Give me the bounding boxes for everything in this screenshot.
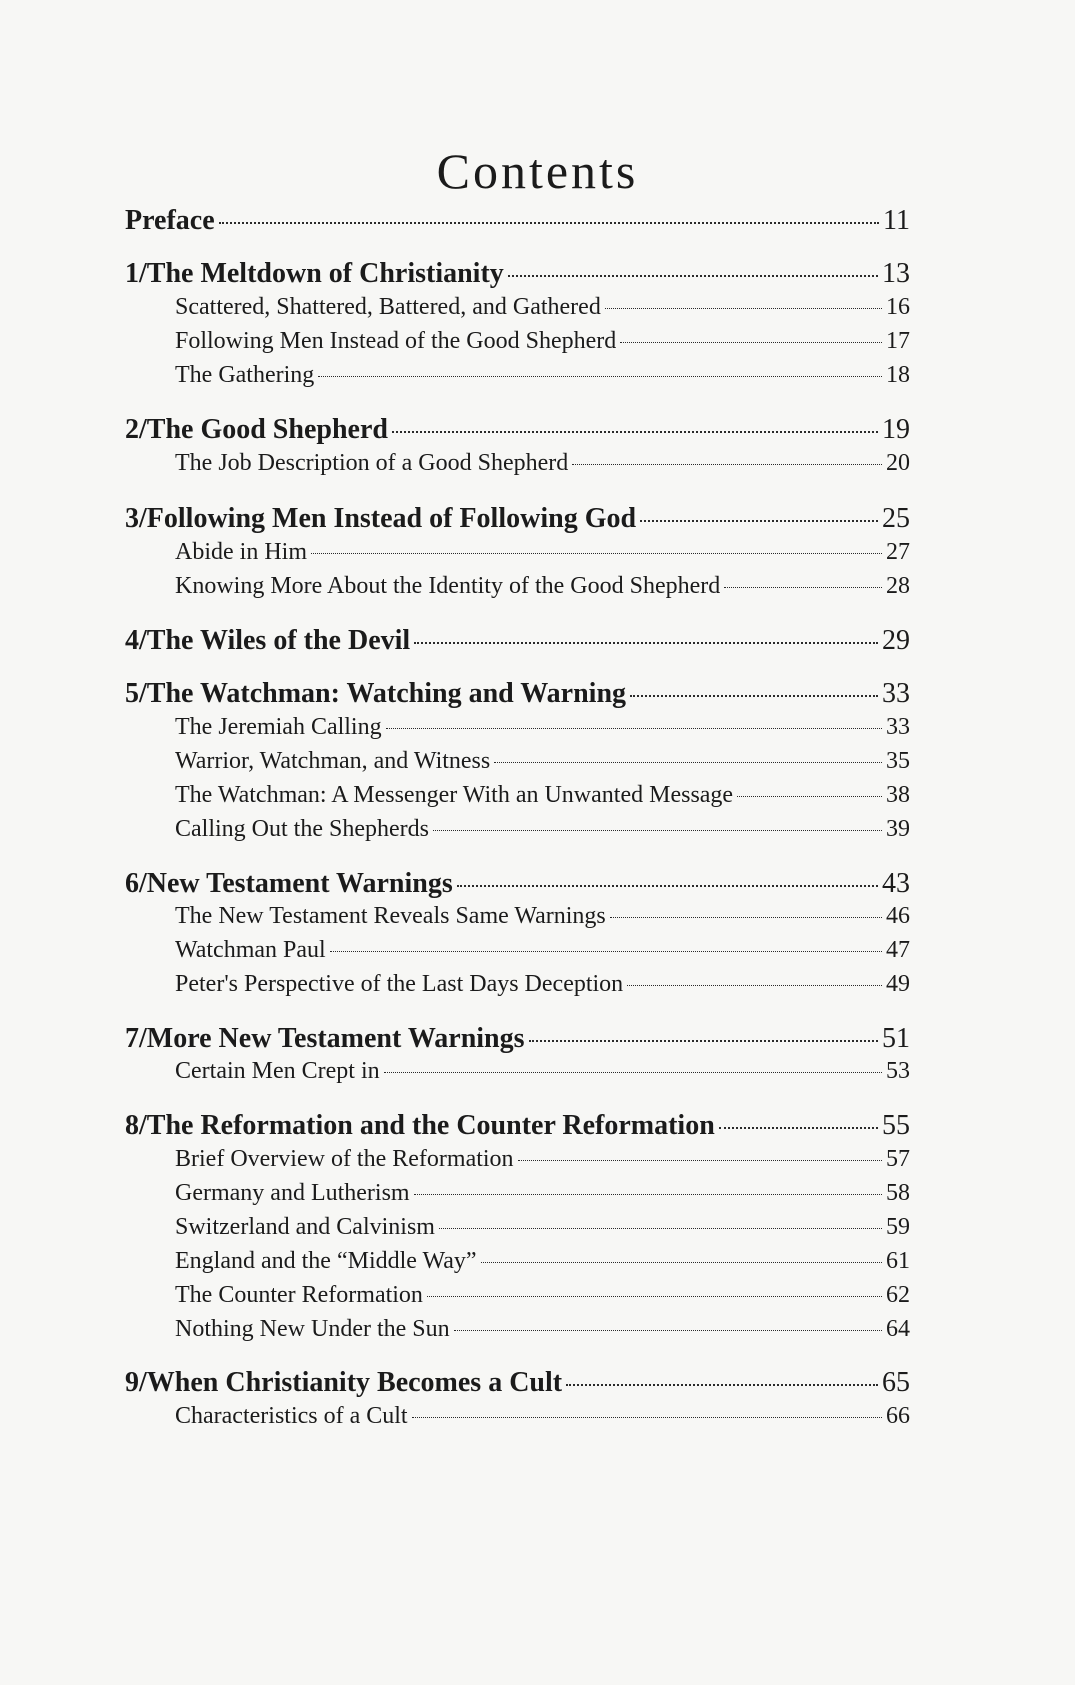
toc-entry-chapter [125,1110,910,1142]
dot-leader [412,1417,882,1418]
section-title: The Counter Reformation [175,1282,423,1308]
dot-leader [640,520,878,522]
toc-entry-section [175,328,910,355]
dot-leader [627,985,882,986]
dot-leader [529,1040,878,1042]
page-number: 47 [886,937,910,963]
toc-entry-section [175,539,910,566]
dot-leader [572,464,882,465]
page-number: 16 [886,294,910,320]
dot-leader [719,1127,878,1129]
section-title: Germany and Lutherism [175,1180,410,1206]
dot-leader [724,587,882,588]
page-number: 64 [886,1316,910,1342]
dot-leader [457,885,878,887]
dot-leader [392,431,878,433]
chapter-title: 5/The Watchman: Watching and Warning [125,678,627,709]
toc-entry-chapter [125,414,910,446]
page-number: 55 [882,1110,910,1141]
dot-leader [384,1072,882,1073]
section-title: Certain Men Crept in [175,1058,380,1084]
page-number: 25 [882,503,910,534]
toc-entry-chapter [125,258,910,290]
toc-entry-section [175,1248,910,1275]
dot-leader [610,917,882,918]
toc-entry-chapter [125,1367,910,1399]
toc-entry-section [175,903,910,930]
dot-leader [330,951,882,952]
dot-leader [427,1296,882,1297]
toc-entry-preface [125,205,910,237]
dot-leader [518,1160,882,1161]
toc-entry-section [175,294,910,321]
toc-entry-chapter [125,678,910,710]
toc-entry-section [175,1316,910,1343]
section-title: Scattered, Shattered, Battered, and Gathered [175,294,601,320]
dot-leader [318,376,882,377]
toc-entry-section [175,937,910,964]
chapter-title: 2/The Good Shepherd [125,414,388,445]
toc-entry-section [175,782,910,809]
section-title: Nothing New Under the Sun [175,1316,450,1342]
dot-leader [386,728,882,729]
toc-entry-section [175,1214,910,1241]
section-title: The Jeremiah Calling [175,714,382,740]
chapter-title: 1/The Meltdown of Christianity [125,258,504,289]
chapter-title: Preface [125,205,215,236]
toc-entry-section [175,450,910,477]
dot-leader [508,275,878,277]
section-title: Abide in Him [175,539,307,565]
page-number: 66 [886,1403,910,1429]
dot-leader [219,222,879,224]
page-number: 59 [886,1214,910,1240]
section-title: Switzerland and Calvinism [175,1214,435,1240]
toc-entry-section [175,714,910,741]
dot-leader [620,342,882,343]
page-number: 27 [886,539,910,565]
toc-entry-section [175,362,910,389]
section-title: Peter's Perspective of the Last Days Deception [175,971,624,997]
dot-leader [439,1228,882,1229]
page-number: 17 [886,328,910,354]
dot-leader [481,1262,882,1263]
page-number: 33 [886,714,910,740]
page-number: 43 [882,868,910,899]
dot-leader [494,762,882,763]
section-title: Knowing More About the Identity of the Good Shepherd [175,573,721,599]
page-number: 62 [886,1282,910,1308]
page-number: 49 [886,971,910,997]
toc-entry-chapter [125,868,910,900]
page-number: 28 [886,573,910,599]
page-number: 53 [886,1058,910,1084]
toc-entry-section [175,1282,910,1309]
toc-entry-section [175,971,910,998]
page-number: 20 [886,450,910,476]
page-number: 29 [882,625,910,656]
section-title: Watchman Paul [175,937,326,963]
page-number: 18 [886,362,910,388]
section-title: Calling Out the Shepherds [175,816,429,842]
page-number: 13 [882,258,910,289]
page-number: 58 [886,1180,910,1206]
page-number: 65 [882,1367,910,1398]
page-number: 19 [882,414,910,445]
page-number: 35 [886,748,910,774]
toc-entry-chapter [125,625,910,657]
toc-entry-section [175,1146,910,1173]
section-title: The Gathering [175,362,315,388]
toc-entry-section [175,1403,910,1430]
dot-leader [605,308,882,309]
page-number: 51 [882,1023,910,1054]
page-number: 61 [886,1248,910,1274]
dot-leader [566,1384,878,1386]
section-title: Warrior, Watchman, and Witness [175,748,491,774]
chapter-title: 6/New Testament Warnings [125,868,453,899]
chapter-title: 4/The Wiles of the Devil [125,625,411,656]
dot-leader [454,1330,882,1331]
chapter-title: 8/The Reformation and the Counter Reformation [125,1110,715,1141]
page-number: 38 [886,782,910,808]
dot-leader [737,796,882,797]
toc-entry-chapter [125,503,910,535]
dot-leader [433,830,882,831]
toc-entry-section [175,816,910,843]
section-title: The Watchman: A Messenger With an Unwanted Message [175,782,734,808]
chapter-title: 9/When Christianity Becomes a Cult [125,1367,563,1398]
dot-leader [311,553,882,554]
toc-entry-chapter [125,1023,910,1055]
page-number: 57 [886,1146,910,1172]
section-title: The Job Description of a Good Shepherd [175,450,569,476]
dot-leader [414,1194,882,1195]
toc-entry-section [175,573,910,600]
chapter-title: 3/Following Men Instead of Following God [125,503,637,534]
dot-leader [630,695,878,697]
section-title: Characteristics of a Cult [175,1403,408,1429]
section-title: Brief Overview of the Reformation [175,1146,514,1172]
dot-leader [414,642,878,644]
toc-entry-section [175,1058,910,1085]
toc-entry-section [175,748,910,775]
section-title: England and the “Middle Way” [175,1248,477,1274]
page-number: 11 [883,205,910,236]
page-title: Contents [436,143,639,199]
page-number: 39 [886,816,910,842]
section-title: The New Testament Reveals Same Warnings [175,903,606,929]
section-title: Following Men Instead of the Good Shepherd [175,328,617,354]
toc-entry-section [175,1180,910,1207]
chapter-title: 7/More New Testament Warnings [125,1023,525,1054]
page-number: 33 [882,678,910,709]
page-number: 46 [886,903,910,929]
